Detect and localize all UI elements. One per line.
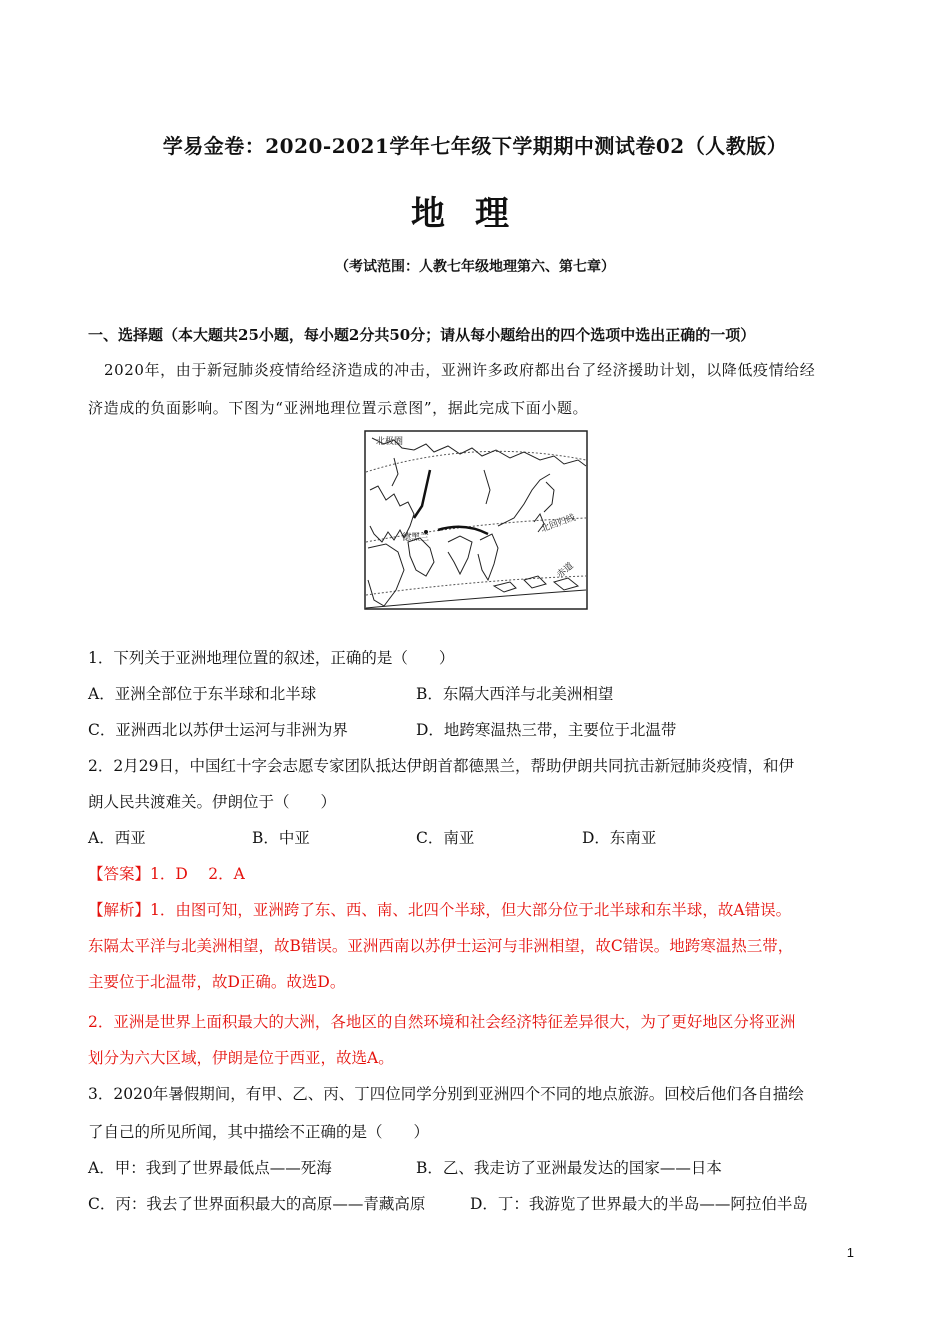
asia-location-map [364,430,588,610]
q3-option-a: A．甲：我到了世界最低点——死海 [88,1159,332,1177]
q3-option-c: C．丙：我去了世界面积最大的高原——青藏高原 [88,1195,426,1213]
q3-stem-line-1: 3．2020年暑假期间，有甲、乙、丙、丁四位同学分别到亚洲四个不同的地点旅游。回校后他们各自描绘 [88,1085,804,1103]
subject-heading: 地理 [411,194,539,234]
intro-line-1: 2020年，由于新冠肺炎疫情给经济造成的冲击，亚洲许多政府都出台了经济援助计划，以降低疫情给经 [104,361,816,379]
analysis-text-1: 1．由图可知，亚洲跨了东、西、南、北四个半球，但大部分位于北半球和东半球，故A错误。 [150,901,792,919]
q3-option-b: B．乙、我走访了亚洲最发达的国家——日本 [416,1159,722,1177]
page-number: 1 [846,1245,854,1260]
equator-label: 赤道 [555,561,576,581]
q1-stem: 1．下列关于亚洲地理位置的叙述，正确的是（ ） [88,649,455,667]
analysis-line-3: 主要位于北温带，故D正确。故选D。 [88,973,346,991]
analysis-line-5: 划分为六大区域，伊朗是位于西亚，故选A。 [88,1049,394,1067]
answer-text: 1．D 2．A [150,865,245,883]
tropic-label: 北回归线 [539,513,577,535]
analysis-label: 【解析】 [88,901,151,919]
arctic-circle-label: 北极圈 [376,437,404,447]
answer-label: 【答案】 [88,865,151,883]
asia-map-graphic [364,430,588,610]
q2-stem-line-2: 朗人民共渡难关。伊朗位于（ ） [88,793,337,811]
q2-stem-line-1: 2．2月29日，中国红十字会志愿专家团队抵达伊朗首都德黑兰，帮助伊朗共同抗击新冠肺炎疫情，和伊 [88,757,794,775]
q1-option-c: C．亚洲西北以苏伊士运河与非洲为界 [88,721,348,739]
exam-scope: （考试范围：人教七年级地理第六、第七章） [335,259,615,275]
document-title: 学易金卷：2020-2021学年七年级下学期期中测试卷02（人教版） [162,134,788,158]
q1-option-d: D．地跨寒温热三带，主要位于北温带 [416,721,677,739]
analysis-line-4: 2．亚洲是世界上面积最大的大洲，各地区的自然环境和社会经济特征差异很大，为了更好地区分将亚洲 [88,1013,796,1031]
q3-option-d: D．丁：我游览了世界最大的半岛——阿拉伯半岛 [470,1195,808,1213]
q1-option-a: A．亚洲全部位于东半球和北半球 [88,685,317,703]
answer-block [88,862,245,884]
intro-line-2: 济造成的负面影响。下图为“亚洲地理位置示意图”，据此完成下面小题。 [88,399,589,417]
tehran-label: 德黑兰 [402,533,430,543]
q2-option-a: A．西亚 [88,829,146,847]
analysis-line-1 [88,898,791,920]
analysis-line-2: 东隔太平洋与北美洲相望，故B错误。亚洲西南以苏伊士运河与非洲相望，故C错误。地跨寒温热三带， [88,937,794,955]
q1-option-b: B．东隔大西洋与北美洲相望 [416,685,614,703]
q3-stem-line-2: 了自己的所见所闻，其中描绘不正确的是（ ） [88,1123,430,1141]
q2-option-b: B．中亚 [252,829,310,847]
q2-option-c: C．南亚 [416,829,475,847]
section-heading: 一、选择题（本大题共25小题，每小题2分共50分；请从每小题给出的四个选项中选出正确的一项） [88,326,756,344]
q2-option-d: D．东南亚 [582,829,657,847]
